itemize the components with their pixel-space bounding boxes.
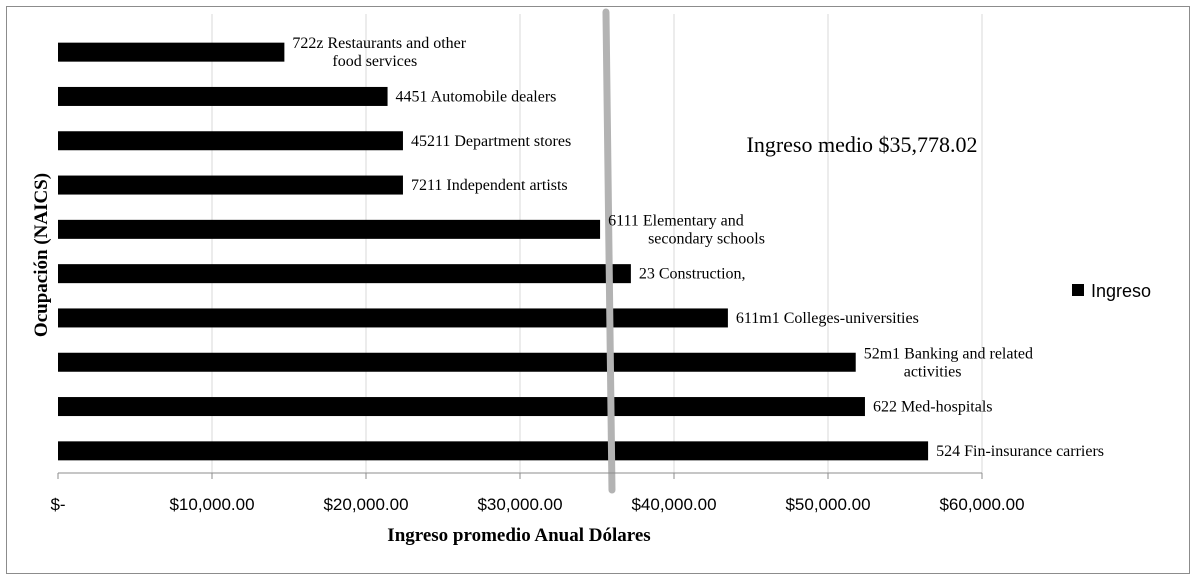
bar-label-line: 622 Med-hospitals	[872, 398, 993, 416]
bar-label-line: 722z Restaurants and other	[292, 35, 467, 53]
bar	[58, 176, 403, 195]
x-tick-label: $10,000.00	[169, 495, 255, 514]
bar-label	[936, 443, 1104, 460]
x-tick-label: $30,000.00	[477, 495, 563, 514]
reference-line-label: Ingreso medio $35,778.02	[746, 132, 978, 157]
bar-label	[736, 310, 919, 327]
bar	[58, 131, 403, 150]
bar	[58, 308, 728, 327]
y-axis-title: Ocupación (NAICS)	[31, 172, 52, 338]
x-tick-label: $20,000.00	[323, 495, 409, 514]
bar-label-line: 23 Construction,	[638, 265, 746, 283]
bar	[58, 397, 865, 416]
legend-label: Ingreso	[1091, 281, 1152, 301]
legend-swatch	[1072, 284, 1084, 296]
bar-label	[639, 266, 746, 283]
bar-label-line: 611m1 Colleges-universities	[735, 309, 919, 327]
bar-label-line: secondary schools	[648, 230, 765, 248]
bar-label-line: 7211 Independent artists	[410, 177, 568, 195]
bar	[58, 87, 388, 106]
x-tick-label: $-	[50, 495, 66, 514]
bar	[58, 441, 928, 460]
bar-label-line: activities	[903, 363, 962, 381]
bar-label-line: 45211 Department stores	[410, 132, 572, 150]
bar	[58, 220, 600, 239]
bar-label-line: food services	[332, 53, 418, 71]
x-axis-title: Ingreso promedio Anual Dólares	[387, 525, 651, 546]
x-tick-label: $60,000.00	[939, 495, 1025, 514]
bar-label	[873, 399, 993, 416]
bar	[58, 353, 856, 372]
bar-label	[396, 88, 557, 105]
bar-label	[411, 177, 568, 194]
bar	[58, 264, 631, 283]
bar-label-line: 52m1 Banking and related	[863, 345, 1034, 363]
bar-label-line: 524 Fin-insurance carriers	[936, 442, 1105, 460]
bar-label	[411, 133, 571, 150]
bar	[58, 43, 284, 62]
bar-label-line: 6111 Elementary and	[608, 212, 744, 230]
bar-label-line: 4451 Automobile dealers	[395, 88, 557, 106]
x-tick-label: $40,000.00	[631, 495, 717, 514]
x-tick-label: $50,000.00	[785, 495, 871, 514]
